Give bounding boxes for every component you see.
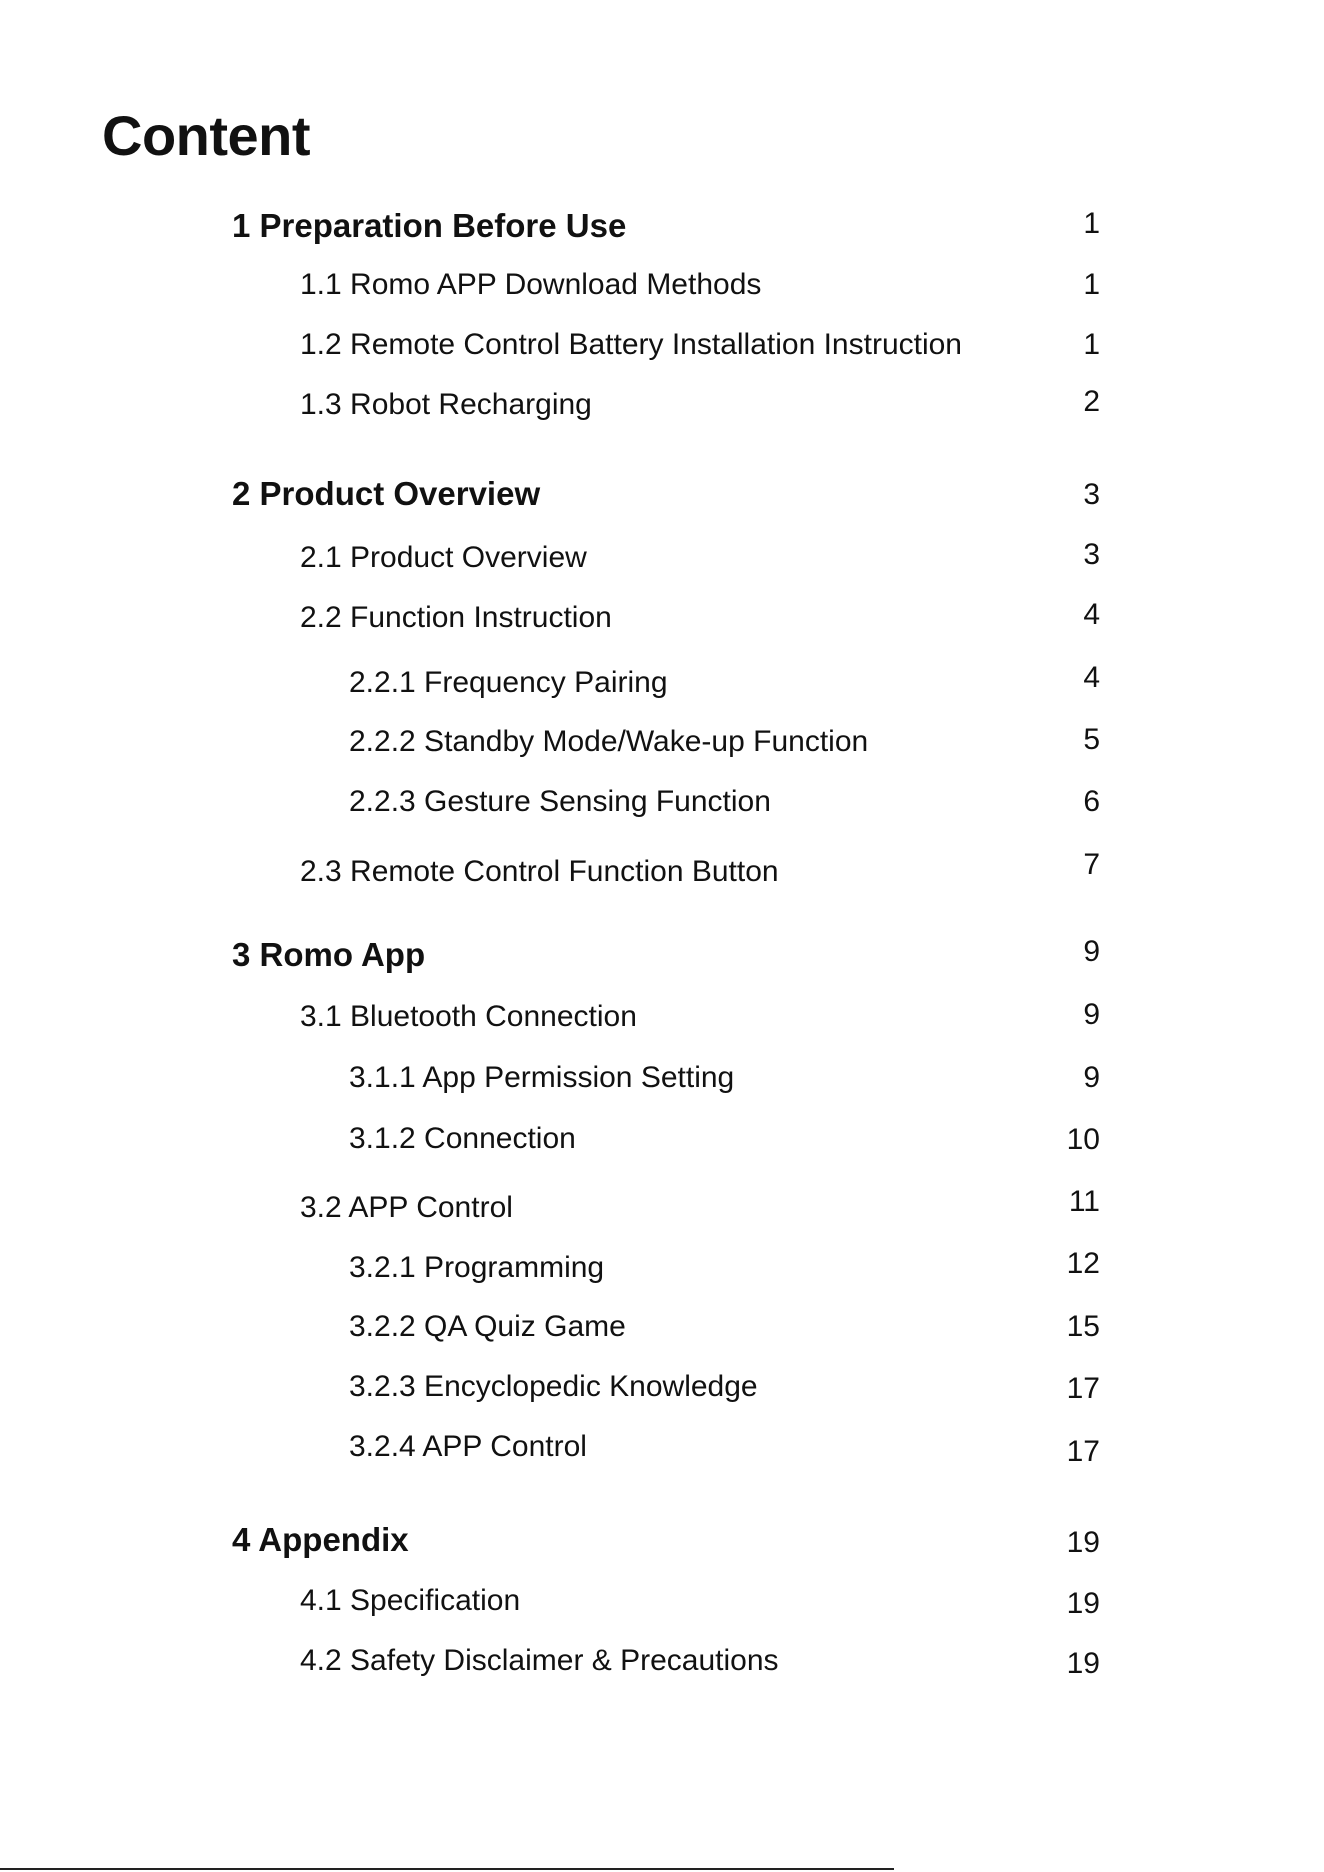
toc-entry-title: 1 Preparation Before Use (232, 207, 627, 244)
page-title: Content (102, 104, 311, 167)
toc-entry-title: 3.2 APP Control (300, 1191, 513, 1224)
toc-entry-title: 3.1 Bluetooth Connection (300, 1000, 637, 1033)
toc-page-number: 5 (1083, 723, 1100, 756)
toc-entry-title: 3.1.2 Connection (349, 1122, 576, 1155)
toc-entry-title: 2.3 Remote Control Function Button (300, 855, 779, 888)
toc-page-number: 12 (1066, 1247, 1100, 1280)
toc-entry-title: 1.3 Robot Recharging (300, 388, 592, 421)
toc-entry-title: 4.1 Specification (300, 1584, 521, 1617)
toc-page-number: 6 (1083, 785, 1100, 818)
toc-page-number: 9 (1083, 998, 1100, 1031)
toc-entry-title: 3.2.4 APP Control (349, 1430, 587, 1463)
toc-page-number: 17 (1066, 1372, 1100, 1405)
toc-entry-title: 3.2.3 Encyclopedic Knowledge (349, 1370, 758, 1403)
toc-page-number: 19 (1066, 1587, 1100, 1620)
toc-page-number: 1 (1083, 207, 1100, 240)
toc-page-number: 19 (1066, 1647, 1100, 1680)
toc-page-number: 17 (1066, 1435, 1100, 1468)
toc-page-number: 15 (1066, 1310, 1100, 1343)
toc-entry-title: 4.2 Safety Disclaimer & Precautions (300, 1644, 779, 1677)
toc-page-number: 4 (1083, 598, 1100, 631)
toc-page-number: 10 (1066, 1123, 1100, 1156)
toc-page-number: 2 (1083, 385, 1100, 418)
toc-entry-title: 1.2 Remote Control Battery Installation Instruction (300, 328, 962, 361)
toc-page-number: 3 (1083, 538, 1100, 571)
toc-entry-title: 3.1.1 App Permission Setting (349, 1061, 735, 1094)
toc-page-number: 7 (1083, 848, 1100, 881)
toc-page-number: 1 (1083, 268, 1100, 301)
toc-entry-title: 1.1 Romo APP Download Methods (300, 268, 762, 301)
toc-page-number: 11 (1068, 1185, 1100, 1218)
toc-entry-title: 2.2.3 Gesture Sensing Function (349, 785, 771, 818)
toc-page-number: 1 (1083, 328, 1100, 361)
toc-page-number: 3 (1083, 478, 1100, 511)
toc-page-number: 19 (1066, 1526, 1100, 1559)
footer-divider (0, 1868, 894, 1870)
toc-page-number: 9 (1083, 935, 1100, 968)
toc-entry-title: 3.2.1 Programming (349, 1251, 605, 1284)
toc-entry-title: 2.2.2 Standby Mode/Wake-up Function (349, 725, 869, 758)
toc-entry-title: 2 Product Overview (232, 475, 541, 512)
toc-entry-title: 2.1 Product Overview (300, 541, 587, 574)
toc-page-number: 4 (1083, 661, 1100, 694)
toc-page-number: 9 (1083, 1061, 1100, 1094)
toc-entry-title: 3.2.2 QA Quiz Game (349, 1310, 626, 1343)
toc-entry-title: 3 Romo App (232, 936, 426, 973)
toc-entry-title: 2.2 Function Instruction (300, 601, 612, 634)
toc-entry-title: 2.2.1 Frequency Pairing (349, 666, 668, 699)
toc-entry-title: 4 Appendix (232, 1521, 409, 1558)
